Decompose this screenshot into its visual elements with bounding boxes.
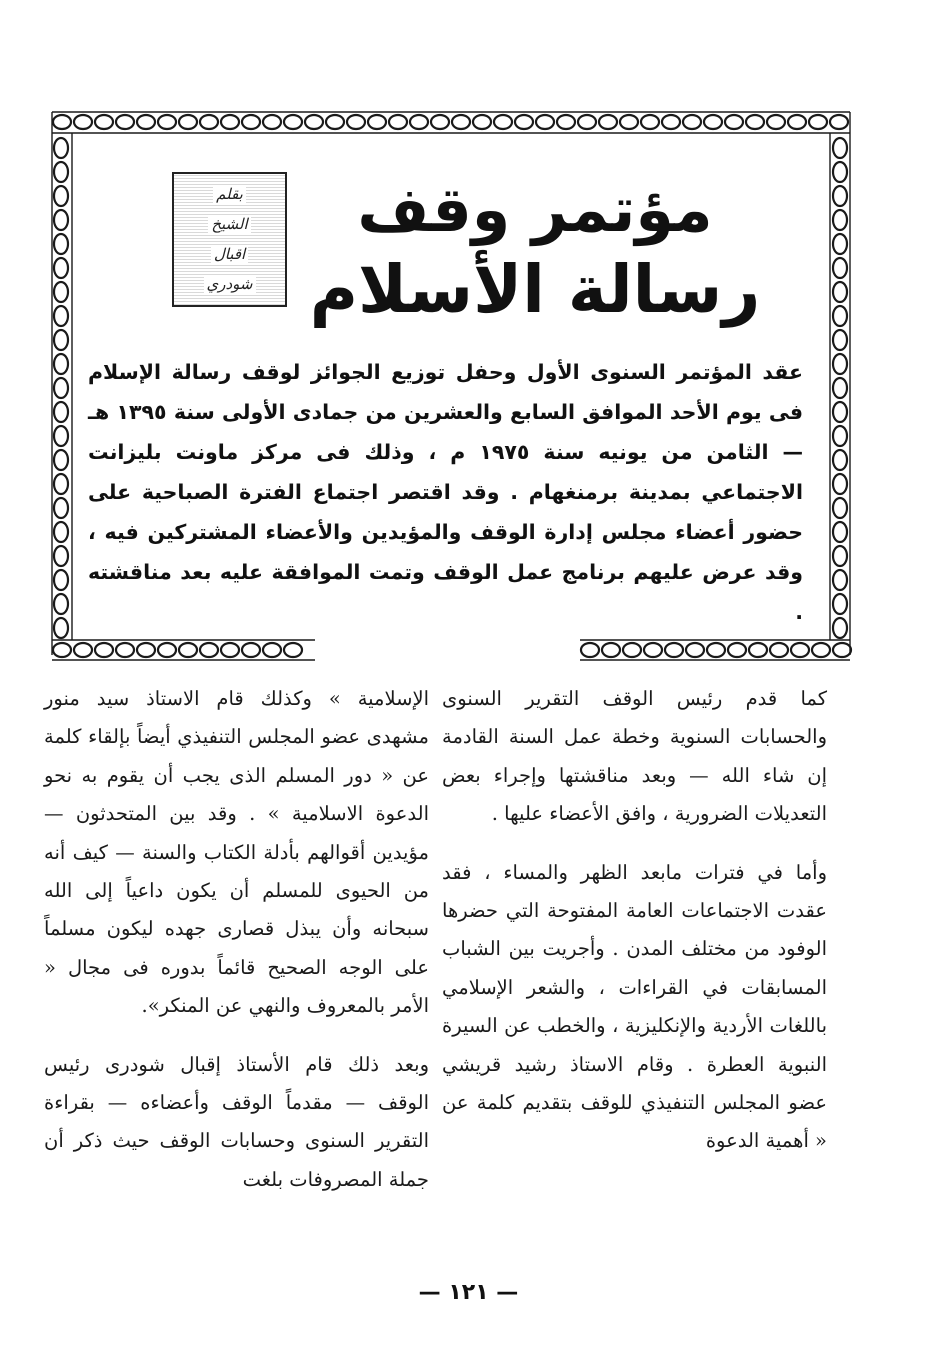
body-column-right (442, 680, 827, 1161)
title-line-1: مؤتمر وقف (357, 173, 713, 246)
paragraph: الإسلامية » وكذلك قام الاستاذ سيد منور مشهدى عضو المجلس التنفيذي أيضاً بإلقاء كلمة عن « دور المسلم الذى يجب أن يقوم به نحو الدعوة الاسلامية » . وقد بين المتحدثون — مؤيدين أقوالهم بأدلة الكتاب والسنة — كيف أنه من الحيوى للمسلم أن يكون داعياً إلى الله سبحانه وأن يبذل قصارى جهده ليكون مسلماً على الوجه الصحيح قائماً بدوره فى مجال « الأمر بالمعروف والنهي عن المنكر». (44, 687, 429, 1018)
paragraph: كما قدم رئيس الوقف التقرير السنوى والحسابات السنوية وخطة عمل السنة القادمة إن شاء الله — وبعد مناقشتها وإجراء بعض التعديلات الضرورية ، وافق الأعضاء عليها . (442, 687, 827, 826)
stamp-line: اقبال (211, 246, 248, 263)
paragraph: وبعد ذلك قام الأستاذ إقبال شودرى رئيس الوقف — مقدماً الوقف وأعضاءه — بقراءة التقرير السنوى وحسابات الوقف حيث ذكر أن جملة المصروفات بلغت (44, 1052, 429, 1191)
stamp-line: شودري (204, 276, 256, 293)
border-bottom-chain (52, 640, 851, 660)
border-top-chain (52, 112, 850, 133)
stamp-line: الشيخ (208, 216, 250, 233)
stamp-line: بقلم (213, 186, 246, 203)
article-title (300, 170, 770, 340)
paragraph: وأما في فترات مابعد الظهر والمساء ، فقد عقدت الاجتماعات العامة المفتوحة التي حضرها الوفود من مختلف المدن . وأجريت بين الشباب المسابقات في القراءات ، والشعر الإسلامي باللغات الأردية والإنكليزية ، والخطب عن السيرة النبوية العطرة . وقام الاستاذ رشيد قريشي عضو المجلس التنفيذي للوقف بتقديم كلمة عن « أهمية الدعوة (442, 860, 827, 1153)
body-column-left (44, 680, 429, 1199)
border-right-chain (830, 112, 850, 655)
title-line-2: رسالة الأسلام (309, 251, 761, 328)
intro-paragraph: عقد المؤتمر السنوى الأول وحفل توزيع الجوائز لوقف رسالة الإسلام فى يوم الأحد الموافق السابع والعشرين من جمادى الأولى سنة ١٣٩٥ هـ — الثامن من يونيه سنة ١٩٧٥ م ، وذلك فى مركز ماونت بليزانت الاجتماعي بمدينة برمنغهام . وقد اقتصر اجتماع الفترة الصباحية على حضور أعضاء مجلس إدارة الوقف والمؤيدين والأعضاء المشتركين فيه ، وقد عرض عليهم برنامج عمل الوقف وتمت الموافقة عليه بعد مناقشته . (88, 360, 804, 624)
page-number: — ١٢١ — (418, 1280, 519, 1305)
border-left-chain (52, 112, 72, 655)
author-stamp (172, 172, 287, 307)
